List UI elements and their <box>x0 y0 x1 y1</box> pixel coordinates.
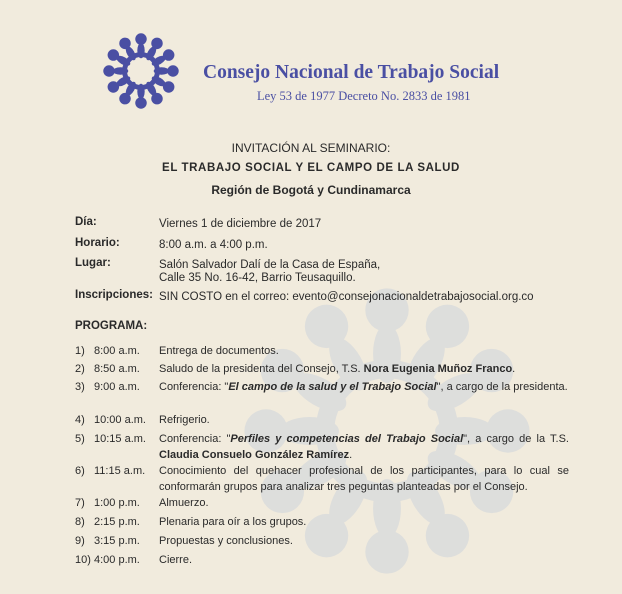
lugar-value-line2: Calle 35 No. 16-42, Barrio Teusaquillo. <box>159 272 356 284</box>
horario-label: Horario: <box>75 237 120 249</box>
program-number: 2) <box>75 363 85 375</box>
invitation-title: INVITACIÓN AL SEMINARIO: <box>231 141 391 155</box>
program-description: Conocimiento del quehacer profesional de los participantes, para lo cual se conformarán grupos para analizar tres peguntas planteadas por el Consejo. <box>159 465 569 493</box>
program-description: Almuerzo. <box>159 497 209 509</box>
program-time: 11:15 a.m. <box>94 465 146 477</box>
program-text: Conferencia: " <box>159 381 229 393</box>
program-number: 4) <box>75 414 85 426</box>
programa-heading: PROGRAMA: <box>75 320 148 332</box>
program-text-end: . <box>512 363 516 375</box>
program-number: 7) <box>75 497 85 509</box>
program-time: 10:15 a.m. <box>94 433 146 445</box>
program-description: Propuestas y conclusiones. <box>159 535 293 547</box>
program-text-mid: ", a cargo de la T.S. <box>463 433 569 445</box>
program-number: 6) <box>75 465 85 477</box>
program-time: 3:15 p.m. <box>94 535 140 547</box>
program-number: 10) <box>75 554 91 566</box>
program-description <box>159 362 569 378</box>
inscripciones-label: Inscripciones: <box>75 289 153 301</box>
program-time: 4:00 p.m. <box>94 554 140 566</box>
program-time: 2:15 p.m. <box>94 516 140 528</box>
lugar-label: Lugar: <box>75 257 111 269</box>
program-number: 5) <box>75 433 85 445</box>
lecture-title: Perfiles y competencias del Trabajo Social <box>230 433 464 445</box>
program-text-end: . <box>349 448 353 461</box>
program-description <box>159 380 569 396</box>
program-description <box>159 432 569 463</box>
program-description: Plenaria para oír a los grupos. <box>159 516 307 528</box>
council-logo <box>100 30 182 112</box>
inscripciones-value: SIN COSTO en el correo: evento@consejonacionaldetrabajosocial.org.co <box>159 291 534 303</box>
program-description: Cierre. <box>159 554 193 566</box>
program-description: Entrega de documentos. <box>159 345 279 357</box>
program-time: 10:00 a.m. <box>94 414 146 426</box>
program-time: 1:00 p.m. <box>94 497 140 509</box>
program-number: 3) <box>75 381 85 393</box>
region-title: Región de Bogotá y Cundinamarca <box>211 183 411 197</box>
program-time: 9:00 a.m. <box>94 381 140 393</box>
program-description: Refrigerio. <box>159 414 210 426</box>
program-number: 8) <box>75 516 85 528</box>
speaker-name: Claudia Consuelo González Ramírez <box>159 448 350 461</box>
program-time: 8:00 a.m. <box>94 345 140 357</box>
program-number: 9) <box>75 535 85 547</box>
speaker-name: Nora Eugenia Muñoz Franco <box>363 363 513 375</box>
dia-value: Viernes 1 de diciembre de 2017 <box>159 218 322 230</box>
program-text-end: ", a cargo de la presidenta. <box>436 381 568 393</box>
horario-value: 8:00 a.m. a 4:00 p.m. <box>159 239 268 251</box>
org-law: Ley 53 de 1977 Decreto No. 2833 de 1981 <box>257 89 471 103</box>
lugar-value-line1: Salón Salvador Dalí de la Casa de España, <box>159 259 381 271</box>
program-text: Saludo de la presidenta del Consejo, T.S. <box>159 363 364 375</box>
lecture-title: El campo de la salud y el Trabajo Social <box>228 381 437 393</box>
org-name: Consejo Nacional de Trabajo Social <box>203 62 500 83</box>
seminar-title: EL TRABAJO SOCIAL Y EL CAMPO DE LA SALUD <box>162 162 460 174</box>
program-time: 8:50 a.m. <box>94 363 140 375</box>
dia-label: Día: <box>75 216 97 228</box>
program-number: 1) <box>75 345 85 357</box>
program-text: Conferencia: " <box>159 433 231 445</box>
